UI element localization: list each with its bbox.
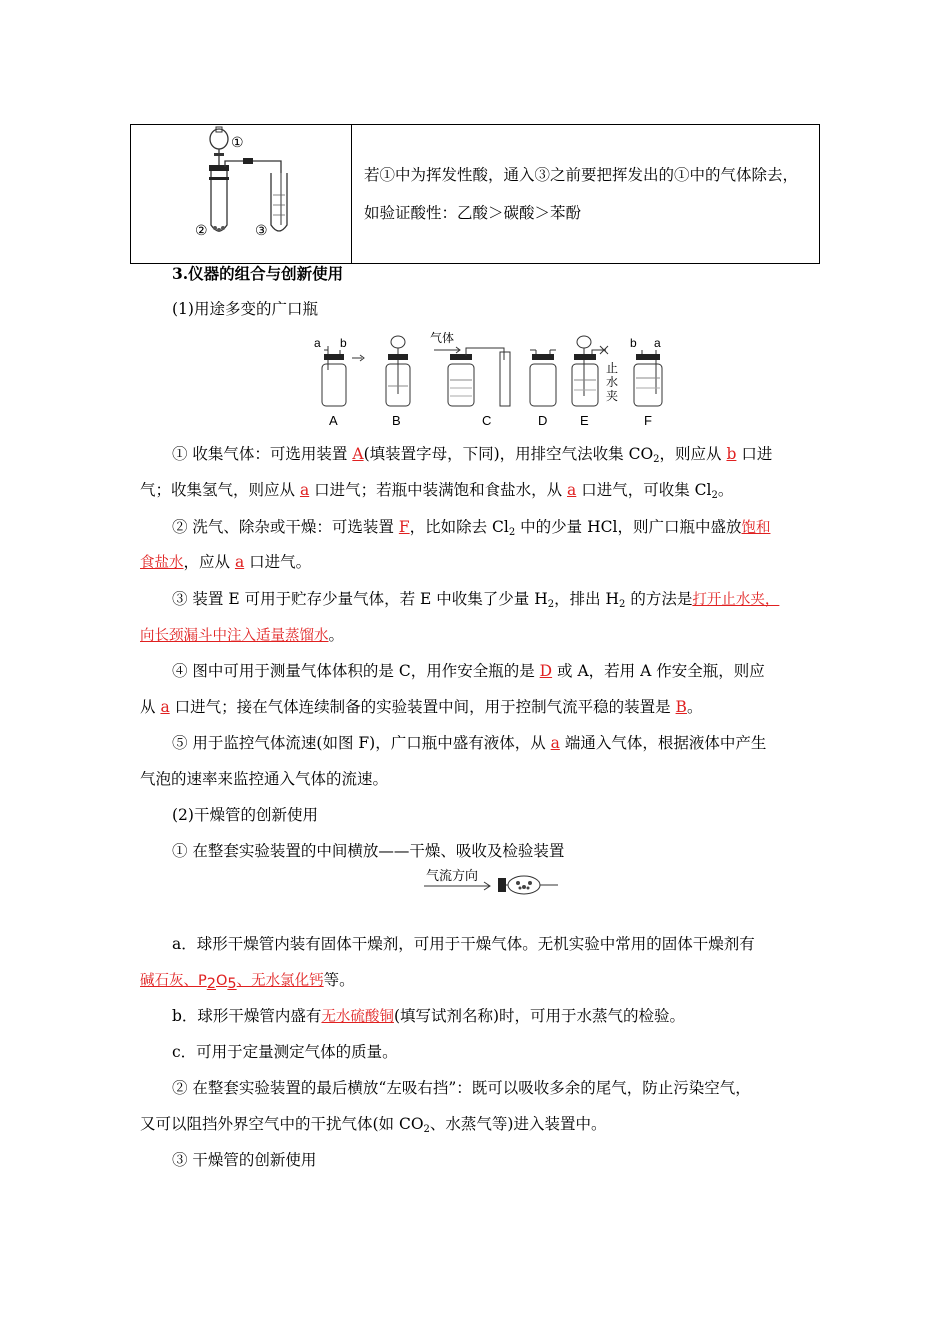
q2-line-2: 又可以阻挡外界空气中的干扰气体(如 $CO_2$、水蒸气等)进入装置中。	[140, 1115, 607, 1135]
svg-text:止: 止	[606, 361, 619, 375]
label-1: ①	[231, 134, 244, 150]
section-3-title: 3.仪器的组合与创新使用	[172, 264, 344, 283]
gas-label: 气体	[430, 331, 455, 345]
label-E: E	[580, 413, 589, 428]
p1-line-2: 气；收集氢气，则应从 a 口进气；若瓶中装满饱和食盐水，从 a 口进气，可收集 $Cl_2$。	[140, 481, 734, 501]
apparatus-figure-cell	[131, 125, 352, 264]
p5-line-1: ⑤ 用于监控气体流速(如图 F)，广口瓶中盛有液体，从 a 端通入气体，根据液体中产生	[172, 734, 767, 752]
acid-strength-apparatus-figure	[131, 125, 351, 259]
part-2-title: (2)干燥管的创新使用	[172, 806, 318, 824]
p2-line-1: ② 洗气、除杂或干燥：可选装置 F，比如除去 $Cl_2$ 中的少量 HCl，则广口瓶中盛放饱和	[172, 518, 771, 538]
svg-text:b: b	[630, 336, 637, 350]
bottle-a	[314, 336, 347, 428]
label-C: C	[482, 413, 492, 428]
label-3: ③	[255, 222, 268, 238]
p3-line-1: ③ 装置 E 可用于贮存少量气体，若 E 中收集了少量 $H_2$，排出 $H_2$ 的方法是打开止水夹，	[172, 590, 780, 610]
pc-line: c．可用于定量测定气体的质量。	[172, 1043, 398, 1061]
apparatus-description-cell	[352, 125, 820, 264]
label-F: F	[644, 413, 652, 428]
svg-text:a: a	[314, 336, 321, 350]
p3-line-2: 向长颈漏斗中注入适量蒸馏水。	[140, 626, 345, 644]
q1-text: ① 在整套实验装置的中间横放——干燥、吸收及检验装置	[172, 842, 565, 860]
label-B: B	[392, 413, 401, 428]
svg-text:a: a	[654, 336, 661, 350]
svg-text:夹: 夹	[606, 389, 619, 403]
p4-line-1: ④ 图中可用于测量气体体积的是 C，用作安全瓶的是 D 或 A，若用 A 作安全瓶，则应	[172, 662, 765, 680]
drying-tube-figure	[420, 866, 560, 896]
label-A: A	[329, 413, 338, 428]
wide-mouth-bottle-figure	[310, 330, 670, 428]
pa-line-1: a．球形干燥管内装有固体干燥剂，可用于干燥气体。无机实验中常用的固体干燥剂有	[172, 935, 755, 953]
bottle-c	[430, 330, 510, 428]
p5-line-2: 气泡的速率来监控通入气体的流速。	[140, 770, 389, 788]
label-2: ②	[195, 222, 208, 238]
label-D: D	[538, 413, 548, 428]
pb-line: b．球形干燥管内盛有无水硫酸铜(填写试剂名称)时，可用于水蒸气的检验。	[172, 1007, 686, 1025]
svg-text:b: b	[340, 336, 347, 350]
p4-line-2: 从 a 口进气；接在气体连续制备的实验装置中间，用于控制气流平稳的装置是 B。	[140, 698, 703, 716]
p1-line-1: ① 收集气体：可选用装置 A(填装置字母，下同)，用排空气法收集 $CO_2$，则应从 b 口进	[172, 445, 773, 465]
bottle-d	[530, 350, 556, 428]
apparatus-description: 若①中为挥发性酸，通入③之前要把挥发出的①中的气体除去，如验证酸性：乙酸＞碳酸＞苯酚	[364, 166, 799, 222]
q3-text: ③ 干燥管的创新使用	[172, 1151, 317, 1169]
apparatus-table	[130, 124, 820, 264]
part-1-title: (1)用途多变的广口瓶	[172, 300, 318, 318]
p2-line-2: 食盐水，应从 a 口进气。	[140, 553, 312, 571]
airflow-label: 气流方向	[426, 868, 479, 883]
bottle-f	[630, 336, 662, 428]
q2-line-1: ② 在整套实验装置的最后横放“左吸右挡”：既可以吸收多余的尾气，防止污染空气，	[172, 1079, 751, 1097]
bottle-b	[352, 336, 410, 428]
svg-text:水: 水	[606, 375, 619, 389]
pa-line-2: 碱石灰、$P_2O_5$、无水氯化钙等。	[140, 971, 355, 992]
bottle-e	[572, 336, 618, 428]
